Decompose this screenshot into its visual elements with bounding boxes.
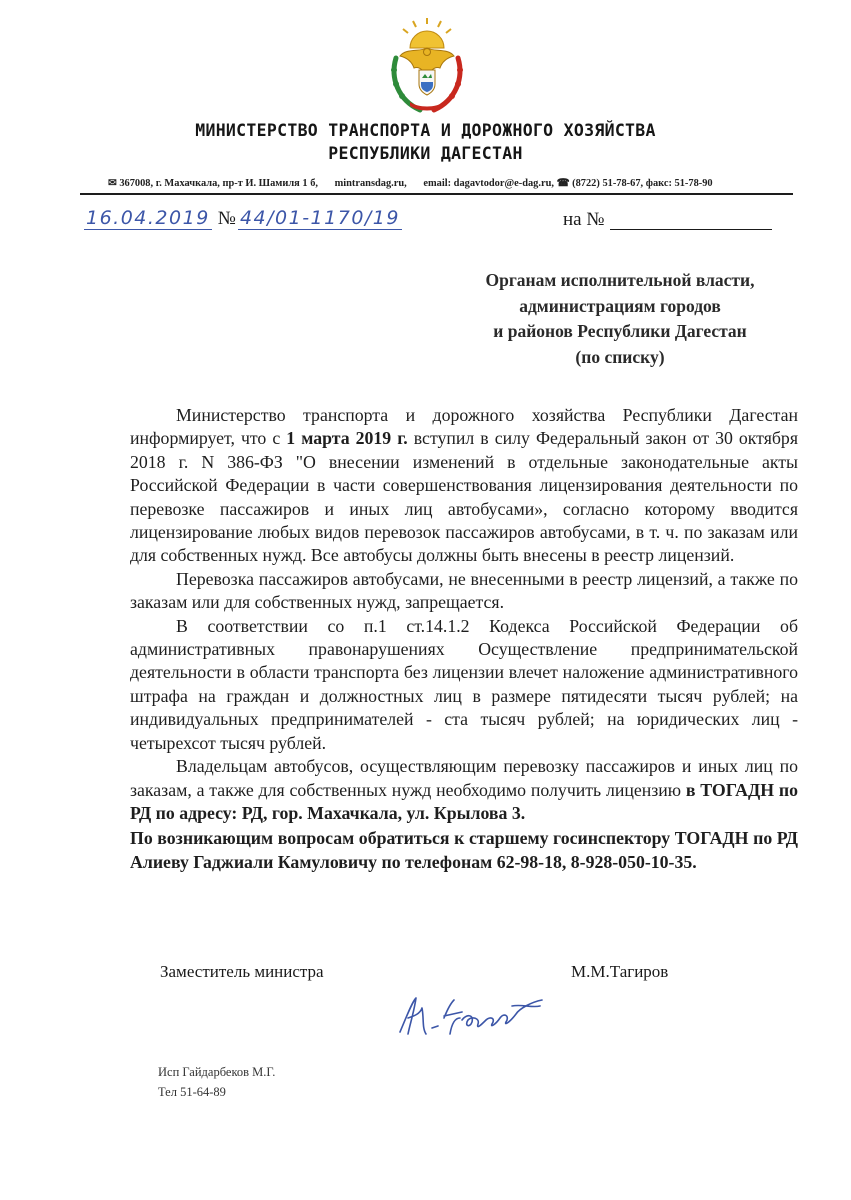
- executor-phone: Тел 51-64-89: [158, 1085, 226, 1099]
- ministry-subtitle: РЕСПУБЛИКИ ДАГЕСТАН: [328, 144, 523, 163]
- telephone-icon: ☎: [556, 178, 570, 189]
- addressee-line: (по списку): [575, 346, 665, 367]
- fax-text: факс: 51-78-90: [645, 178, 713, 189]
- reply-blank-line: [610, 209, 772, 230]
- body-text: вступил в силу Федеральный закон от 30 октября 2018 г. N 386-ФЗ "О внесении изменений в отдельные законодательные акты Российской Федерации в части совершенствования лицензирования деятельности по перевозке пассажиров и иных лиц автобусами», согласно которому вводится лицензирование любых видов перевозок пассажиров автобусами, в т. ч. по заказам или для собственных нужд. Все автобусы должны быть внесены в реестр лицензий.: [130, 428, 799, 566]
- body-paragraph: Перевозка пассажиров автобусами, не внесенными в реестр лицензий, а также по заказам или для собственных нужд, запрещается.: [130, 568, 798, 613]
- header-divider: [80, 193, 793, 195]
- reply-reference: [563, 209, 772, 231]
- phone-text: (8722) 51-78-67,: [572, 178, 644, 189]
- address-text: 367008, г. Махачкала, пр-т И. Шамиля 1 б,: [119, 178, 318, 189]
- registration-line: [84, 207, 402, 230]
- coat-of-arms-icon: [386, 18, 468, 116]
- addressee-block: [455, 268, 785, 370]
- signatory-title: Заместитель министра: [160, 962, 324, 981]
- site-text: mintransdag.ru,: [334, 178, 407, 189]
- registration-date: 16.04.2019: [86, 207, 210, 229]
- body-text: Министерство транспорта и дорожного хозяйства Республики Дагестан информирует, что с: [130, 405, 798, 449]
- email-text: email: dagavtodor@e-dag.ru,: [423, 178, 554, 189]
- handwritten-signature: [392, 988, 562, 1043]
- addressee-line: и районов Республики Дагестан: [493, 321, 747, 341]
- addressee-line: Органам исполнительной власти,: [485, 270, 755, 290]
- letter-body: [130, 404, 798, 874]
- reply-label: на №: [563, 209, 605, 230]
- contact-paragraph: По возникающим вопросам обратиться к старшему госинспектору ТОГАДН по РД Алиеву Гаджиали Камуловичу по телефонам 62-98-18, 8-928-050-10-35.: [130, 828, 798, 872]
- body-paragraph: В соответствии со п.1 ст.14.1.2 Кодекса Российской Федерации об административных правонарушениях Осуществление предпринимательской деятельности в области транспорта без лицензии влечет наложение административного штрафа на граждан и должностных лиц в размере пятидесяти тысяч рублей; на индивидуальных предпринимателей - ста тысяч рублей; на юридических лиц - четырехсот тысяч рублей.: [130, 615, 798, 753]
- registration-number: 44/01-1170/19: [239, 207, 400, 229]
- ministry-title: МИНИСТЕРСТВО ТРАНСПОРТА И ДОРОЖНОГО ХОЗЯЙСТВА: [195, 121, 656, 140]
- body-paragraph: [130, 755, 798, 825]
- effective-date: 1 марта 2019 г.: [286, 428, 408, 449]
- addressee-line: администрациям городов: [519, 295, 721, 316]
- envelope-icon: ✉: [108, 178, 117, 189]
- executor-block: [158, 1062, 275, 1102]
- signatory-name: М.М.Тагиров: [571, 962, 669, 981]
- registration-number-label: №: [217, 208, 236, 229]
- body-paragraph: [130, 404, 798, 568]
- body-text: Владельцам автобусов, осуществляющим перевозку пассажиров и иных лиц по заказам, а также для собственных нужд необходимо получить лицензию: [130, 756, 798, 800]
- license-office-address: в ТОГАДН по РД по адресу: РД, гор. Махачкала, ул. Крылова 3.: [130, 779, 798, 823]
- executor-name: Исп Гайдарбеков М.Г.: [158, 1065, 276, 1079]
- contact-line: [108, 177, 808, 189]
